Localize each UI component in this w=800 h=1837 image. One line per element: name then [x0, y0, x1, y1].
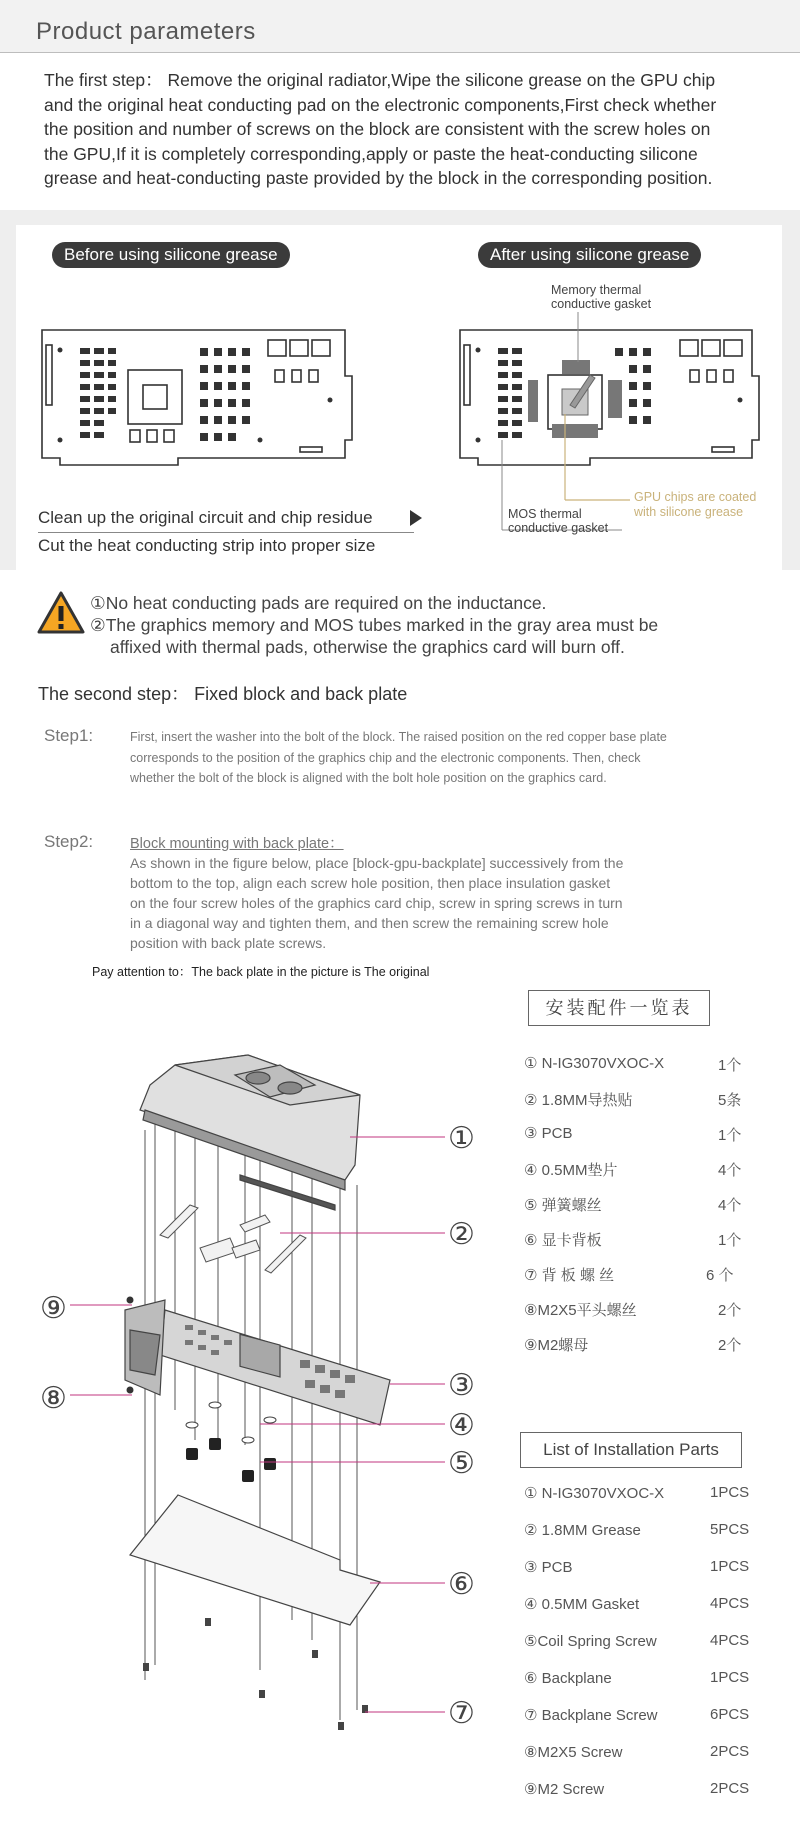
pcb-part	[125, 1300, 390, 1425]
callout-2: ②	[448, 1218, 475, 1251]
parts-cn-qty: 1个	[718, 1127, 742, 1144]
parts-cn-qty: 2个	[718, 1302, 742, 1319]
intro-line: and the original heat conducting pad on the electronic components,First check whether	[44, 94, 717, 115]
intro-line: the position and number of screws on the block are consistent with the screw holes on	[44, 119, 711, 139]
step1-text: First, insert the washer into the bolt of the block. The raised position on the red copper base plate corresponds to the position of the graphics chip and the electronic components. Then, check whether the bolt of the block is aligned with the bolt hole position on the graphics card.	[130, 730, 667, 785]
parts-en-name: ④ 0.5MM Gasket	[524, 1596, 640, 1613]
gaskets-part	[186, 1402, 276, 1443]
warning-line-3: affixed with thermal pads, otherwise the graphics card will burn off.	[110, 637, 625, 657]
parts-cn-name: ① N-IG3070VXOC-X	[524, 1055, 665, 1072]
parts-en-qty: 1PCS	[710, 1558, 750, 1575]
water-block-part	[140, 1055, 360, 1210]
memory-note: Memory thermal conductive gasket	[551, 283, 652, 311]
parts-cn-name: ⑤ 弹簧螺丝	[524, 1197, 602, 1214]
parts-en-name: ⑧M2X5 Screw	[524, 1744, 623, 1761]
parts-en-name: ② 1.8MM Grease	[524, 1522, 641, 1539]
parts-cn-qty: 6 个	[706, 1267, 734, 1284]
step1-label: Step1:	[44, 726, 94, 745]
step2-label: Step2:	[44, 832, 94, 851]
thermal-pads-part	[160, 1205, 306, 1273]
backplate-screws-part	[143, 1618, 368, 1730]
parts-cn-name: ② 1.8MM导热贴	[524, 1092, 633, 1109]
parts-en-qty: 2PCS	[710, 1743, 750, 1760]
parts-en-name: ⑦ Backplane Screw	[524, 1707, 658, 1724]
parts-en-qty: 4PCS	[710, 1595, 750, 1612]
callout-9: ⑨	[40, 1292, 67, 1325]
step2-text: As shown in the figure below, place [block-gpu-backplate] successively from the bottom to the top, align each screw hole position, then place insulation gasket on the four screw holes of the graphics card chip, screw in spring screws in turn in a diagonal way and tighten them, and then screw the remaining screw hole position with back plate screws.	[130, 855, 624, 951]
callout-1: ①	[448, 1122, 475, 1155]
parts-en-qty: 2PCS	[710, 1780, 750, 1797]
parts-en-qty: 6PCS	[710, 1706, 750, 1723]
pay-attention-note: Pay attention to：The back plate in the picture is The original	[92, 965, 430, 979]
page-title: Product parameters	[36, 18, 256, 45]
parts-cn-qty: 2个	[718, 1337, 742, 1354]
spring-screws-part	[186, 1438, 276, 1482]
parts-en-qty: 5PCS	[710, 1521, 750, 1538]
intro-line: the GPU,If it is completely corresponding,apply or paste the heat-conducting silicone	[44, 143, 698, 164]
parts-list-cn-title: 安装配件一览表	[528, 990, 710, 1026]
intro-line: The first step： Remove the original radiator,Wipe the silicone grease on the GPU chip	[44, 70, 716, 90]
callout-3: ③	[448, 1369, 475, 1402]
callout-6: ⑥	[448, 1568, 475, 1601]
parts-en-qty: 1PCS	[710, 1669, 750, 1686]
parts-en-name: ③ PCB	[524, 1559, 573, 1576]
parts-cn-name: ⑨M2螺母	[524, 1337, 589, 1354]
parts-en-qty: 1PCS	[710, 1484, 750, 1501]
callout-numbers	[40, 1122, 475, 1730]
gpu-note: GPU chips are coated with silicone grease	[634, 490, 757, 519]
parts-cn-name: ④ 0.5MM垫片	[524, 1162, 618, 1179]
parts-cn-name: ⑦ 背 板 螺 丝	[524, 1267, 615, 1284]
warning-line-2: ②The graphics memory and MOS tubes marked in the gray area must be	[90, 615, 659, 635]
backplate-part	[130, 1495, 380, 1625]
parts-cn-qty: 1个	[718, 1057, 742, 1074]
callout-8: ⑧	[40, 1382, 67, 1415]
step2-heading: Block mounting with back plate：	[130, 836, 344, 852]
parts-cn-qty: 1个	[718, 1232, 742, 1249]
parts-cn-qty: 5条	[718, 1092, 742, 1109]
parts-en-qty: 4PCS	[710, 1632, 750, 1649]
intro-line: grease and heat-conducting paste provided by the block in the corresponding position.	[44, 168, 713, 188]
parts-cn-name: ⑧M2X5平头螺丝	[524, 1302, 637, 1319]
parts-cn-name: ③ PCB	[524, 1125, 573, 1142]
parts-cn-name: ⑥ 显卡背板	[524, 1232, 602, 1249]
caption-cut-strip: Cut the heat conducting strip into proper size	[38, 536, 376, 555]
before-label: Before using silicone grease	[52, 242, 290, 268]
caption-clean-up: Clean up the original circuit and chip residue	[38, 508, 373, 527]
parts-cn-qty: 4个	[718, 1197, 742, 1214]
second-step-title: The second step： Fixed block and back plate	[38, 684, 408, 704]
parts-en-name: ⑨M2 Screw	[524, 1781, 605, 1798]
parts-cn-qty: 4个	[718, 1162, 742, 1179]
warning-line-1: ①No heat conducting pads are required on the inductance.	[90, 593, 547, 613]
callout-7: ⑦	[448, 1697, 475, 1730]
parts-list-en-title: List of Installation Parts	[520, 1432, 742, 1468]
callout-4: ④	[448, 1409, 475, 1442]
mos-note: MOS thermal conductive gasket	[508, 507, 609, 535]
after-label: After using silicone grease	[478, 242, 701, 268]
parts-en-name: ① N-IG3070VXOC-X	[524, 1485, 665, 1502]
callout-5: ⑤	[448, 1447, 475, 1480]
parts-en-name: ⑥ Backplane	[524, 1670, 612, 1687]
parts-en-name: ⑤Coil Spring Screw	[524, 1633, 657, 1650]
